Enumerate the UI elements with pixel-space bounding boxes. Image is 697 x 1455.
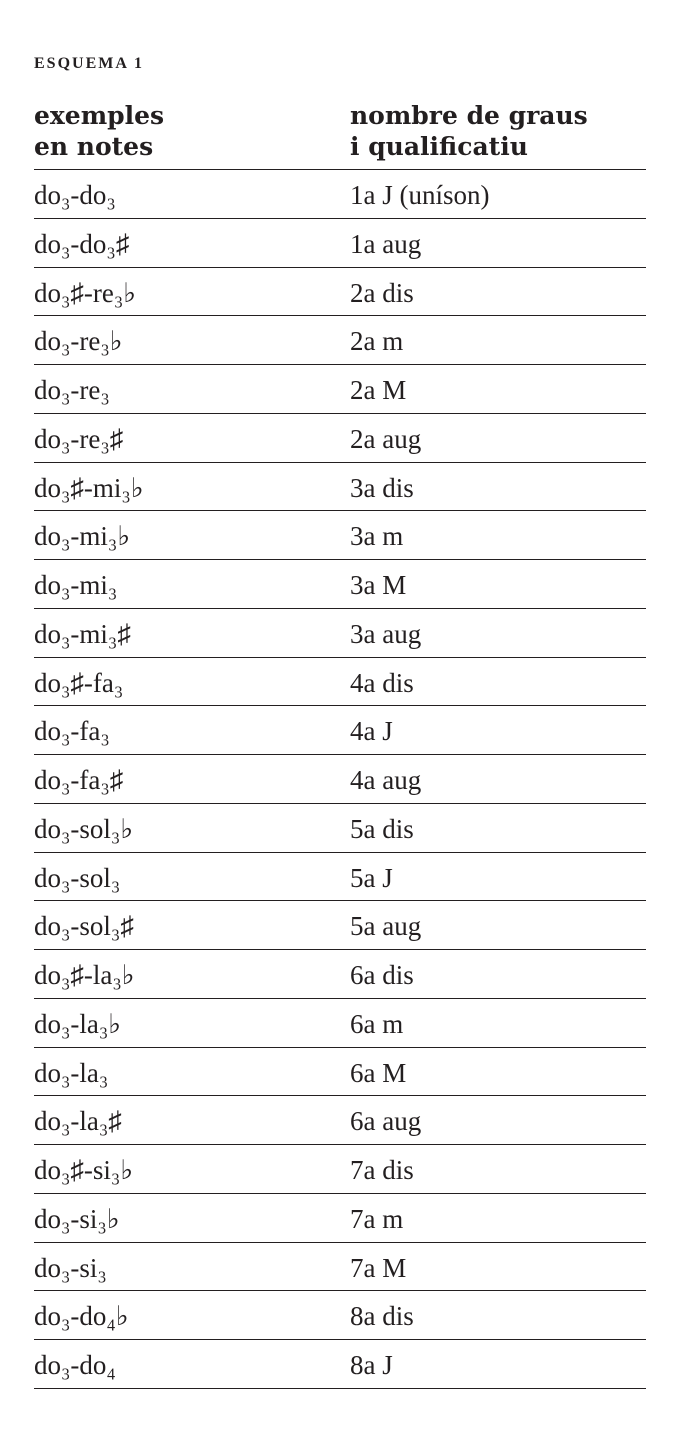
interval-cell: 7a m [350, 1203, 404, 1234]
table-row [34, 1340, 646, 1389]
header-notes-line-1: exemples [34, 101, 165, 130]
interval-cell: 6a dis [350, 960, 414, 990]
table-row [34, 804, 646, 853]
notes-cell: do₃-re₃ [34, 375, 110, 405]
notes-cell: do₃-mi₃ [34, 570, 118, 600]
notes-cell: do₃♯-si₃♭ [34, 1155, 134, 1185]
interval-cell: 8a J [350, 1350, 393, 1380]
interval-cell: 4a J [350, 716, 393, 747]
table-row [34, 560, 646, 609]
table-row [34, 950, 646, 999]
interval-cell: 5a aug [350, 911, 422, 942]
schema-label: ESQUEMA 1 [34, 55, 145, 72]
interval-cell: 3a m [350, 521, 404, 552]
notes-cell: do₃-do₃ [34, 180, 116, 210]
interval-cell: 3a dis [350, 472, 414, 503]
interval-cell: 7a dis [350, 1155, 414, 1185]
table-row [34, 1048, 646, 1097]
table-row [34, 511, 646, 560]
header-interval-line-2: i qualificatiu [350, 132, 528, 161]
interval-cell: 5a dis [350, 813, 414, 844]
notes-cell: do₃♯-re₃♭ [34, 277, 137, 308]
notes-cell: do₃-do₄♭ [34, 1301, 129, 1332]
table-row [34, 365, 646, 414]
interval-cell: 3a aug [350, 618, 422, 649]
notes-cell: do₃-do₃♯ [34, 228, 130, 259]
table-header [34, 100, 646, 170]
table-row [34, 706, 646, 755]
interval-cell: 6a aug [350, 1106, 422, 1137]
notes-cell: do₃-mi₃♯ [34, 618, 131, 649]
interval-cell: 3a M [350, 570, 407, 600]
table-body [34, 170, 646, 1389]
table-row [34, 658, 646, 707]
notes-cell: do₃-re₃♭ [34, 326, 123, 357]
notes-cell: do₃♯-la₃♭ [34, 960, 135, 990]
header-interval-line-1: nombre de graus [350, 101, 588, 130]
notes-cell: do₃-si₃ [34, 1252, 107, 1283]
table-row [34, 1096, 646, 1145]
table-row [34, 901, 646, 950]
interval-cell: 1a J (uníson) [350, 180, 490, 210]
interval-cell: 2a aug [350, 423, 422, 454]
notes-cell: do₃-fa₃ [34, 716, 110, 747]
interval-cell: 4a aug [350, 765, 422, 795]
notes-cell: do₃-sol₃ [34, 862, 121, 893]
notes-cell: do₃-la₃ [34, 1057, 109, 1088]
header-interval-column [350, 100, 588, 162]
notes-cell: do₃♯-fa₃ [34, 667, 124, 698]
table-row [34, 268, 646, 317]
notes-cell: do₃♯-mi₃♭ [34, 472, 144, 503]
table-row [34, 999, 646, 1048]
header-notes-line-2: en notes [34, 132, 154, 161]
interval-cell: 2a m [350, 326, 404, 357]
interval-cell: 4a dis [350, 667, 414, 698]
notes-cell: do₃-sol₃♯ [34, 911, 134, 942]
table-row [34, 755, 646, 804]
table-row [34, 463, 646, 512]
interval-cell: 5a J [350, 862, 393, 893]
table-row [34, 1291, 646, 1340]
interval-cell: 6a m [350, 1008, 404, 1039]
interval-cell: 7a M [350, 1252, 407, 1283]
interval-cell: 8a dis [350, 1301, 414, 1332]
table-row [34, 853, 646, 902]
table-row [34, 219, 646, 268]
notes-cell: do₃-la₃♯ [34, 1106, 122, 1137]
table-row [34, 414, 646, 463]
interval-cell: 1a aug [350, 228, 422, 259]
notes-cell: do₃-sol₃♭ [34, 813, 134, 844]
notes-cell: do₃-mi₃♭ [34, 521, 131, 552]
notes-cell: do₃-re₃♯ [34, 423, 124, 454]
header-notes-column [34, 100, 164, 162]
notes-cell: do₃-la₃♭ [34, 1008, 122, 1039]
table-row [34, 1145, 646, 1194]
table-row [34, 316, 646, 365]
table-row [34, 170, 646, 219]
notes-cell: do₃-fa₃♯ [34, 765, 124, 795]
table-row [34, 1194, 646, 1243]
notes-cell: do₃-si₃♭ [34, 1203, 120, 1234]
table-row [34, 609, 646, 658]
interval-cell: 2a dis [350, 277, 414, 308]
table-row [34, 1243, 646, 1292]
notes-cell: do₃-do₄ [34, 1350, 116, 1380]
interval-cell: 2a M [350, 375, 407, 405]
interval-cell: 6a M [350, 1057, 407, 1088]
